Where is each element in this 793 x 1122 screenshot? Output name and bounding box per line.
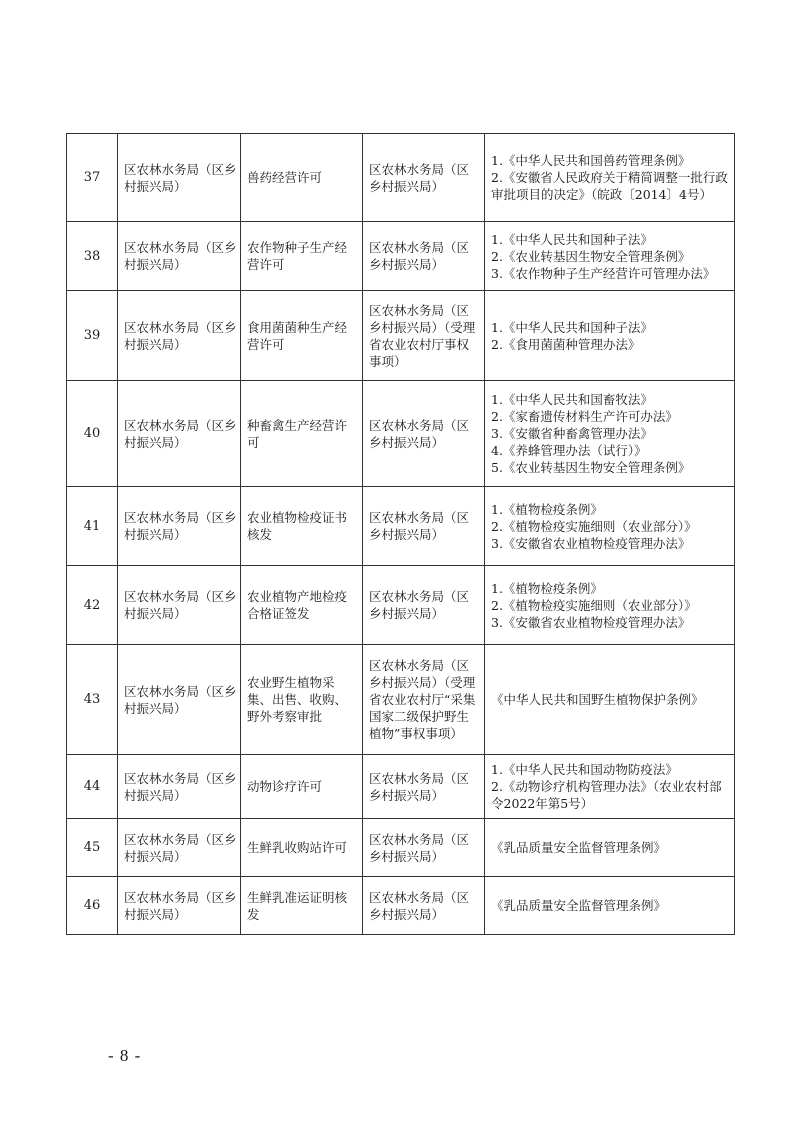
item-name-cell: 生鲜乳收购站许可 xyxy=(241,819,363,877)
implementing-body-cell: 区农林水务局（区乡村振兴局） xyxy=(363,134,485,222)
legal-basis-item: 2.《安徽省人民政府关于精简调整一批行政审批项目的决定》（皖政〔2014〕4号） xyxy=(491,170,728,202)
row-number: 46 xyxy=(67,877,118,935)
table-row xyxy=(67,487,735,566)
table-row xyxy=(67,222,735,291)
legal-basis-cell xyxy=(485,291,735,381)
implementing-body-cell: 区农林水务局（区乡村振兴局） xyxy=(363,487,485,566)
legal-basis-item: 2.《植物检疫实施细则（农业部分）》 xyxy=(491,518,697,534)
department-cell: 区农林水务局（区乡村振兴局） xyxy=(118,645,241,755)
legal-basis-cell xyxy=(485,487,735,566)
row-number: 42 xyxy=(67,566,118,645)
department-cell: 区农林水务局（区乡村振兴局） xyxy=(118,381,241,487)
implementing-body-cell: 区农林水务局（区乡村振兴局） xyxy=(363,755,485,819)
page-number: - 8 - xyxy=(108,1046,142,1065)
legal-basis-cell xyxy=(485,134,735,222)
legal-basis-item: 《乳品质量安全监督管理条例》 xyxy=(491,898,667,913)
department-cell: 区农林水务局（区乡村振兴局） xyxy=(118,222,241,291)
legal-basis-item: 1.《中华人民共和国动物防疫法》 xyxy=(491,762,678,777)
permit-table xyxy=(66,133,735,935)
legal-basis-item: 1.《植物检疫条例》 xyxy=(491,501,603,517)
legal-basis-item: 1.《中华人民共和国畜牧法》 xyxy=(491,392,653,407)
department-cell: 区农林水务局（区乡村振兴局） xyxy=(118,134,241,222)
item-name-cell: 农业植物检疫证书核发 xyxy=(241,487,363,566)
implementing-body-cell: 区农林水务局（区乡村振兴局） xyxy=(363,819,485,877)
row-number: 41 xyxy=(67,487,118,566)
item-name-cell: 兽药经营许可 xyxy=(241,134,363,222)
legal-basis-item: 2.《动物诊疗机构管理办法》（农业农村部令2022年第5号） xyxy=(491,779,722,811)
implementing-body-cell: 区农林水务局（区乡村振兴局） xyxy=(363,222,485,291)
legal-basis-item: 2.《农业转基因生物安全管理条例》 xyxy=(491,248,691,264)
legal-basis-item: 3.《安徽省农业植物检疫管理办法》 xyxy=(491,535,691,551)
item-name-cell: 农业植物产地检疫合格证签发 xyxy=(241,566,363,645)
table-row xyxy=(67,755,735,819)
table-row xyxy=(67,291,735,381)
table-row xyxy=(67,877,735,935)
legal-basis-item: 5.《农业转基因生物安全管理条例》 xyxy=(491,460,691,475)
row-number: 38 xyxy=(67,222,118,291)
department-cell: 区农林水务局（区乡村振兴局） xyxy=(118,291,241,381)
department-cell: 区农林水务局（区乡村振兴局） xyxy=(118,566,241,645)
legal-basis-item: 1.《植物检疫条例》 xyxy=(491,580,603,596)
legal-basis-cell xyxy=(485,819,735,877)
legal-basis-item: 3.《安徽省农业植物检疫管理办法》 xyxy=(491,614,691,630)
department-cell: 区农林水务局（区乡村振兴局） xyxy=(118,819,241,877)
legal-basis-item: 1.《中华人民共和国种子法》 xyxy=(491,319,653,335)
item-name-cell: 食用菌菌种生产经营许可 xyxy=(241,291,363,381)
department-cell: 区农林水务局（区乡村振兴局） xyxy=(118,487,241,566)
item-name-cell: 种畜禽生产经营许可 xyxy=(241,381,363,487)
department-cell: 区农林水务局（区乡村振兴局） xyxy=(118,755,241,819)
legal-basis-cell xyxy=(485,645,735,755)
legal-basis-cell xyxy=(485,381,735,487)
legal-basis-item: 2.《家畜遗传材料生产许可办法》 xyxy=(491,409,678,424)
implementing-body-cell: 区农林水务局（区乡村振兴局） xyxy=(363,877,485,935)
legal-basis-item: 2.《食用菌菌种管理办法》 xyxy=(491,336,641,352)
legal-basis-item: 1.《中华人民共和国种子法》 xyxy=(491,231,653,247)
legal-basis-item: 4.《养蜂管理办法（试行）》 xyxy=(491,443,647,458)
table-row xyxy=(67,566,735,645)
implementing-body-cell: 区农林水务局（区乡村振兴局） xyxy=(363,566,485,645)
table-row xyxy=(67,819,735,877)
department-cell: 区农林水务局（区乡村振兴局） xyxy=(118,877,241,935)
implementing-body-cell: 区农林水务局（区乡村振兴局） xyxy=(363,381,485,487)
legal-basis-item: 《中华人民共和国野生植物保护条例》 xyxy=(491,692,704,707)
legal-basis-cell xyxy=(485,755,735,819)
row-number: 45 xyxy=(67,819,118,877)
item-name-cell: 动物诊疗许可 xyxy=(241,755,363,819)
table-row xyxy=(67,381,735,487)
item-name-cell: 农业野生植物采集、出售、收购、野外考察审批 xyxy=(241,645,363,755)
legal-basis-cell xyxy=(485,222,735,291)
row-number: 37 xyxy=(67,134,118,222)
table-row xyxy=(67,134,735,222)
implementing-body-cell: 区农林水务局（区乡村振兴局）（受理省农业农村厅“采集国家二级保护野生植物”事权事项） xyxy=(363,645,485,755)
legal-basis-cell xyxy=(485,877,735,935)
row-number: 40 xyxy=(67,381,118,487)
item-name-cell: 农作物种子生产经营许可 xyxy=(241,222,363,291)
table-body xyxy=(67,134,735,935)
legal-basis-item: 《乳品质量安全监督管理条例》 xyxy=(491,840,667,855)
implementing-body-cell: 区农林水务局（区乡村振兴局）（受理省农业农村厅事权事项） xyxy=(363,291,485,381)
item-name-cell: 生鲜乳准运证明核发 xyxy=(241,877,363,935)
row-number: 43 xyxy=(67,645,118,755)
table-row xyxy=(67,645,735,755)
legal-basis-item: 3.《安徽省种畜禽管理办法》 xyxy=(491,426,653,441)
legal-basis-cell xyxy=(485,566,735,645)
legal-basis-item: 2.《植物检疫实施细则（农业部分）》 xyxy=(491,597,697,613)
row-number: 44 xyxy=(67,755,118,819)
row-number: 39 xyxy=(67,291,118,381)
legal-basis-item: 1.《中华人民共和国兽药管理条例》 xyxy=(491,153,691,168)
legal-basis-item: 3.《农作物种子生产经营许可管理办法》 xyxy=(491,265,716,281)
